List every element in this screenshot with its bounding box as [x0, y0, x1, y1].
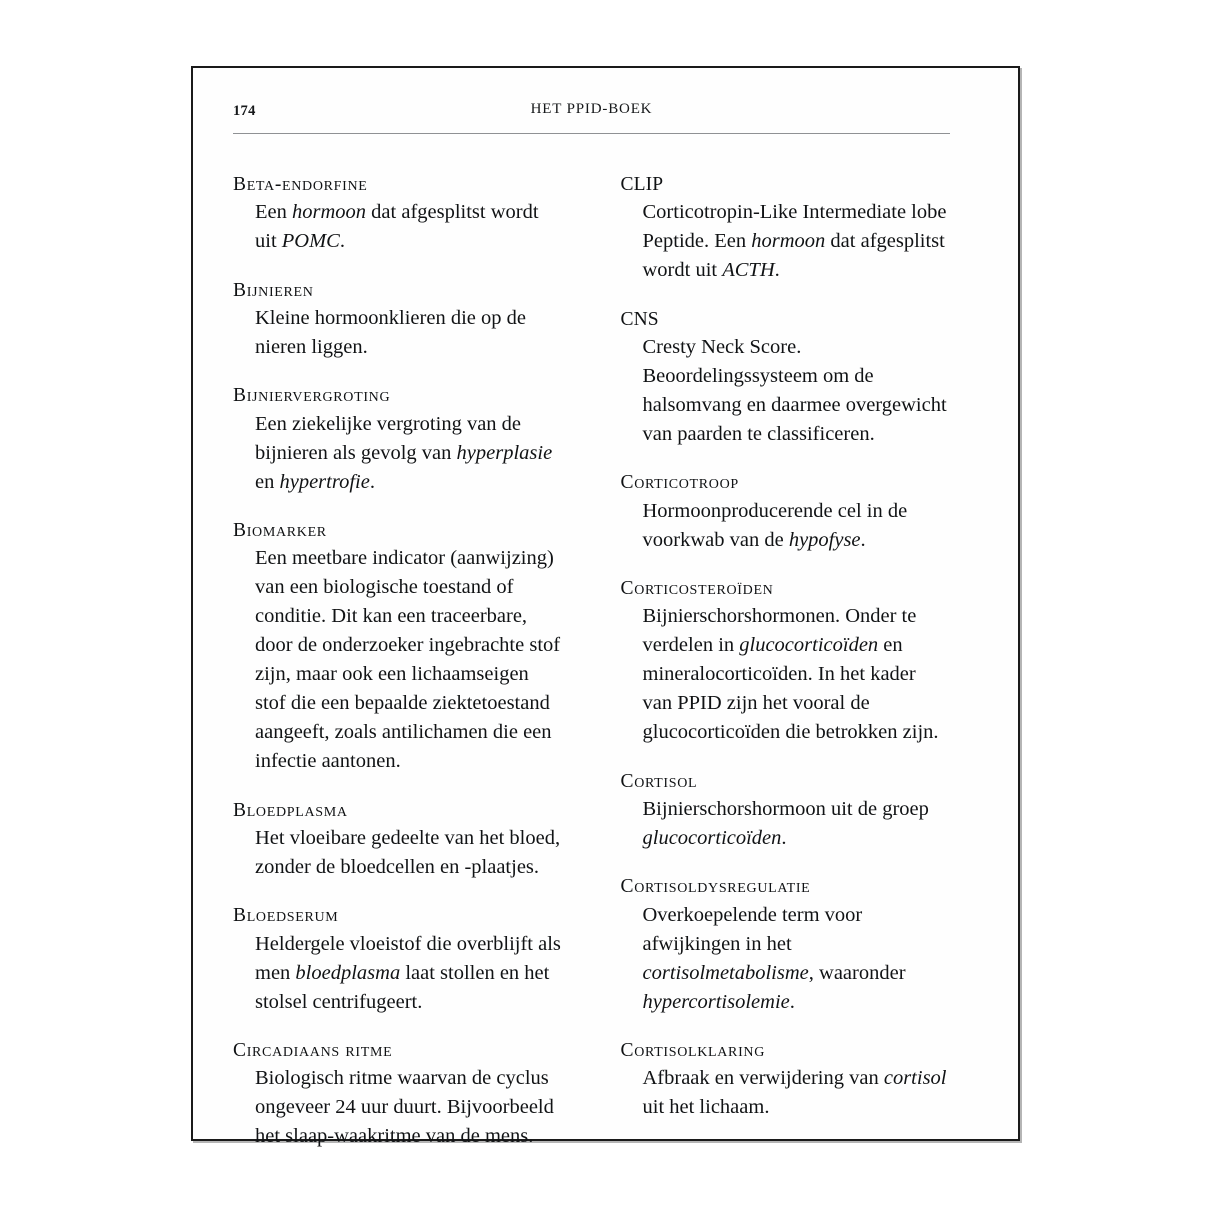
glossary-entry [621, 308, 951, 449]
glossary-entry [233, 519, 563, 776]
running-head [233, 101, 950, 135]
page-content-area [233, 101, 950, 1148]
glossary-entry [233, 173, 563, 256]
cross-reference-term: ACTH [722, 259, 775, 282]
cross-reference-term: POMC [281, 230, 340, 253]
header-rule [233, 133, 950, 134]
glossary-definition: Cresty Neck Score. Beoordelingssysteem om de halsomvang en daarmee overgewicht van paarden te classificeren. [642, 335, 947, 445]
running-title: HET PPID-BOEK [530, 101, 653, 117]
cross-reference-term: hypofyse [788, 528, 861, 551]
cross-reference-term: cortisol [883, 1067, 947, 1090]
glossary-definition: Een hormoon dat afgesplitst wordt uit POMC. [255, 201, 539, 253]
glossary-definition: Kleine hormoonklieren die op de nieren liggen. [255, 306, 526, 358]
cross-reference-term: glucocorticoïden [739, 634, 879, 657]
glossary-term: Bijnieren [233, 279, 314, 301]
glossary-columns [233, 173, 950, 1151]
glossary-entry [233, 799, 563, 882]
cross-reference-term: hormoon [751, 230, 826, 253]
glossary-entry [233, 904, 563, 1016]
glossary-definition: Een meetbare indicator (aanwijzing) van een biologische toestand of conditie. Dit kan een traceerbare, door de onderzoeker ingebrachte stof zijn, maar ook een lichaamseigen stof die een bepaalde ziektetoestand aangeeft, zoals antilichamen die een infectie aantonen. [255, 547, 561, 773]
glossary-definition: Overkoepelende term voor afwijkingen in het cortisolmetabolisme, waaronder hypercortisolemie. [642, 903, 906, 1013]
glossary-definition: Een ziekelijke vergroting van de bijnieren als gevolg van hyperplasie en hypertrofie. [255, 412, 553, 493]
page-number: 174 [233, 103, 256, 119]
cross-reference-term: hypertrofie [279, 470, 370, 493]
glossary-term: Bijniervergroting [233, 385, 391, 407]
cross-reference-term: glucocorticoïden [642, 826, 782, 849]
glossary-definition: Het vloeibare gedeelte van het bloed, zonder de bloedcellen en -plaatjes. [255, 826, 561, 878]
glossary-definition: Corticotropin-Like Intermediate lobe Peptide. Een hormoon dat afgesplitst wordt uit ACTH. [642, 201, 947, 282]
glossary-term: Beta-endorfine [233, 174, 368, 195]
glossary-term: Corticotroop [620, 472, 739, 494]
glossary-definition: Bijnierschorshormonen. Onder te verdelen in glucocorticoïden en mineralocorticoïden. In het kader van PPID zijn het vooral de glucocorticoïden die betrokken zijn. [642, 605, 939, 744]
glossary-definition: Bijnierschorshormoon uit de groep glucocorticoïden. [642, 797, 929, 849]
cross-reference-term: bloedplasma [295, 961, 401, 984]
glossary-entry [233, 384, 563, 496]
glossary-term: Cortisoldysregulatie [620, 876, 811, 898]
glossary-term: Bloedserum [233, 905, 339, 927]
glossary-term: Circadiaans ritme [233, 1040, 393, 1062]
book-page-sheet [191, 66, 1020, 1148]
glossary-term: Cortisolklaring [620, 1040, 766, 1062]
glossary-definition: Hormoonproducerende cel in de voorkwab van de hypofyse. [642, 499, 908, 551]
glossary-column-right [621, 173, 951, 1151]
cross-reference-term: hypercortisolemie [642, 990, 790, 1013]
glossary-entry [621, 1039, 951, 1122]
glossary-entry [233, 1039, 563, 1151]
glossary-entry [621, 770, 951, 853]
glossary-entry [621, 471, 951, 554]
glossary-term: CNS [620, 308, 659, 330]
glossary-column-left [233, 173, 563, 1151]
glossary-definition: Afbraak en verwijdering van cortisol uit het lichaam. [642, 1067, 947, 1119]
glossary-term: CLIP [620, 174, 664, 195]
glossary-entry [621, 173, 951, 285]
glossary-term: Bloedplasma [233, 799, 348, 821]
glossary-term: Biomarker [233, 520, 327, 542]
glossary-entry [621, 875, 951, 1016]
glossary-definition: Biologisch ritme waarvan de cyclus ongeveer 24 uur duurt. Bijvoorbeeld het slaap-waakritme van de mens. [255, 1067, 554, 1148]
cross-reference-term: hyperplasie [456, 441, 553, 464]
glossary-term: Corticosteroïden [620, 578, 774, 600]
cross-reference-term: cortisolmetabolisme [642, 961, 809, 984]
cross-reference-term: hormoon [292, 201, 367, 224]
glossary-entry [233, 279, 563, 362]
glossary-definition: Heldergele vloeistof die overblijft als men bloedplasma laat stollen en het stolsel centrifugeert. [255, 932, 561, 1013]
glossary-entry [621, 577, 951, 747]
glossary-term: Cortisol [620, 770, 698, 792]
